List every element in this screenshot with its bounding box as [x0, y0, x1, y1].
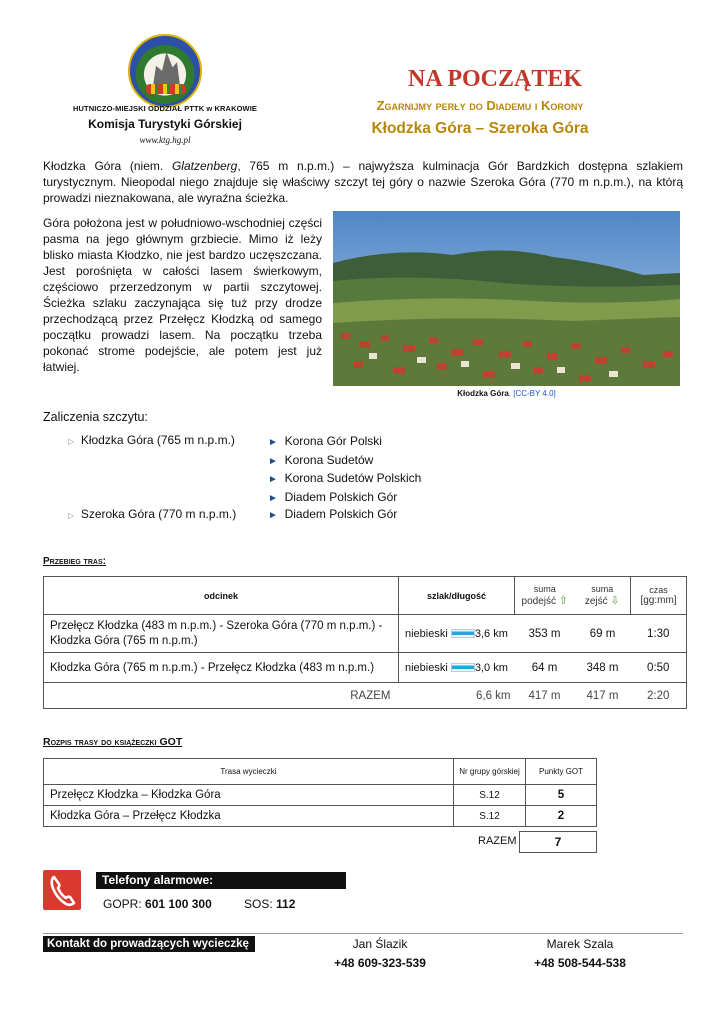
routes-heading: Przebieg tras: [43, 556, 106, 567]
ascent-cell: 64 m [515, 653, 575, 683]
col-group: Nr grupy górskiej [454, 759, 526, 785]
descent-cell: 69 m [575, 615, 631, 653]
routes-table [43, 576, 687, 709]
trail-length: 3,6 km [474, 627, 508, 640]
mountain-emblem-icon [150, 52, 180, 86]
arrow-down-icon: ⇩ [610, 595, 620, 607]
blue-trail-marker-icon [451, 663, 475, 672]
trail-length: 3,0 km [474, 661, 508, 674]
group-cell: S.12 [454, 806, 526, 827]
intro-german-name: Glatzenberg [171, 159, 238, 173]
caption-title: Kłodzka Góra [457, 389, 509, 398]
total-length: 6,6 km [399, 683, 515, 709]
route-title: Kłodzka Góra – Szeroka Góra [371, 120, 589, 137]
phone-icon [43, 870, 81, 910]
credits-heading: Zaliczenia szczytu: [43, 410, 148, 424]
triangle-bullet-icon: ► [268, 437, 278, 448]
guide-phone[interactable]: +48 609-323-539 [334, 956, 426, 970]
ascent-cell: 353 m [515, 615, 575, 653]
col-segment: odcinek [44, 577, 399, 615]
descent-cell: 348 m [575, 653, 631, 683]
points-cell: 5 [526, 785, 597, 806]
award-item [268, 452, 421, 471]
gopr-phone [103, 897, 212, 911]
peak-item [68, 433, 235, 447]
emergency-heading: Telefony alarmowe: [96, 872, 346, 889]
peak-name: Kłodzka Góra (765 m n.p.m.) [80, 433, 235, 447]
intro-text-2: , 765 m n.p.m.) – najwyższa kulminacja Gór Bardzkich dostępna szlakiem turystycznym. Nieopodal niego znajduje się właściwy szczyt tej góry o nazwie Szeroka Góra (770 m n.p.m.), na którą prowadzi nieznakowana, ale wyraźna ścieżka. [43, 159, 683, 205]
col-points: Punkty GOT [526, 759, 597, 785]
page-subtitle: Zgarnijmy perły do Diademu i Korony [376, 98, 584, 113]
total-time: 2:20 [631, 683, 687, 709]
ascent-sum-label: suma [533, 584, 556, 594]
segment-cell: Kłodzka Góra (765 m n.p.m.) - Przełęcz Kłodzka (483 m n.p.m.) [44, 653, 399, 683]
sos-label: SOS: [244, 897, 277, 911]
pttk-logo [128, 34, 202, 108]
flowers-emblem-icon [146, 84, 186, 94]
table-row [44, 785, 597, 806]
route-cell: Przełęcz Kłodzka – Kłodzka Góra [44, 785, 454, 806]
awards-list [268, 433, 421, 507]
descent-sum-label: suma [591, 584, 614, 594]
time-unit: [gg:mm] [640, 595, 677, 606]
org-name: HUTNICZO-MIEJSKI ODDZIAŁ PTTK w KRAKOWIE [73, 104, 257, 113]
col-route: Trasa wycieczki [44, 759, 454, 785]
route-cell: Kłodzka Góra – Przełęcz Kłodzka [44, 806, 454, 827]
license-link[interactable]: [CC-BY 4.0] [513, 389, 556, 398]
peak-item [68, 507, 236, 521]
intro-text-1: Kłodzka Góra (niem. [43, 159, 172, 173]
segment-cell: Przełęcz Kłodzka (483 m n.p.m.) - Szeroka Góra (770 m n.p.m.) - Kłodzka Góra (765 m n.p.m.) [44, 615, 399, 653]
got-total-points: 7 [519, 831, 597, 853]
intro-paragraph [43, 158, 683, 206]
table-row [44, 615, 687, 653]
total-descent: 417 m [575, 683, 631, 709]
table-row [44, 653, 687, 683]
col-time [631, 577, 687, 615]
arrow-bullet-icon: ▷ [68, 511, 75, 520]
triangle-bullet-icon: ► [268, 510, 278, 521]
description-paragraph: Góra położona jest w południowo-wschodniej części pasma na jego głównym grzbiecie. Mimo iż leży blisko miasta Kłodzko, nie jest bardzo uczęszczana. Jest porośnięta w całości lasem świerkowym, częściowo przerzedzonym w partii szczytowej. Ścieżka szlaku zaczynająca się tuż przy drodze przechodzącą przez Przełęcz Kłodzką od samego początku prowadzi lasem. Na początku trzeba pokonać strome podejście, ale potem jest już łatwiej. [43, 216, 322, 374]
award-name: Korona Sudetów [284, 452, 374, 467]
award-item [268, 433, 421, 452]
contacts-heading: Kontakt do prowadzących wycieczkę [43, 936, 255, 952]
gopr-label: GOPR: [103, 897, 146, 911]
table-row [44, 806, 597, 827]
sos-phone [244, 897, 295, 911]
got-heading: Rozpis trasy do książeczki GOT [43, 736, 183, 748]
commission-name: Komisja Turystyki Górskiej [88, 117, 242, 131]
time-label: czas [649, 585, 668, 595]
award-name: Korona Sudetów Polskich [284, 471, 422, 485]
award-item [268, 489, 421, 508]
guide-name: Marek Szala [546, 937, 614, 951]
trail-cell [399, 653, 515, 683]
mountain-photo [333, 211, 680, 386]
page-title: NA POCZĄTEK [407, 66, 583, 92]
triangle-bullet-icon: ► [268, 492, 278, 504]
website-link[interactable]: www.ktg.hg.pl [139, 135, 191, 145]
total-ascent: 417 m [515, 683, 575, 709]
total-row [44, 683, 687, 709]
got-table [43, 758, 597, 827]
sos-number: 112 [276, 897, 296, 911]
col-ascent [515, 577, 575, 615]
blue-trail-marker-icon [451, 629, 475, 638]
award-name: Diadem Polskich Gór [284, 489, 398, 504]
award-name: Diadem Polskich Gór [284, 507, 398, 521]
got-total-label: RAZEM [478, 835, 517, 847]
col-trail: szlak/długość [399, 577, 515, 615]
trail-color: niebieski [405, 661, 448, 674]
award-item [268, 470, 421, 489]
trail-color: niebieski [405, 627, 448, 640]
col-descent [575, 577, 631, 615]
time-cell: 1:30 [631, 615, 687, 653]
time-cell: 0:50 [631, 653, 687, 683]
trail-cell [399, 615, 515, 653]
landscape-illustration [333, 211, 680, 386]
total-label: RAZEM [44, 683, 399, 709]
gopr-number: 601 100 300 [145, 897, 212, 911]
guide-phone[interactable]: +48 508-544-538 [534, 956, 626, 970]
award-name: Korona Gór Polski [284, 434, 382, 448]
guide-name: Jan Ślazik [352, 937, 408, 951]
divider [43, 933, 683, 934]
peak-name: Szeroka Góra (770 m n.p.m.) [80, 507, 237, 521]
triangle-bullet-icon: ► [268, 455, 278, 467]
ascent-label: podejść [521, 596, 556, 607]
descent-label: zejść [584, 596, 608, 607]
award-item [268, 507, 397, 521]
photo-caption: Kłodzka Góra. [CC-BY 4.0] [457, 389, 556, 398]
arrow-bullet-icon: ▷ [68, 437, 75, 446]
points-cell: 2 [526, 806, 597, 827]
arrow-up-icon: ⇧ [558, 595, 568, 607]
group-cell: S.12 [454, 785, 526, 806]
triangle-bullet-icon: ► [268, 474, 278, 485]
